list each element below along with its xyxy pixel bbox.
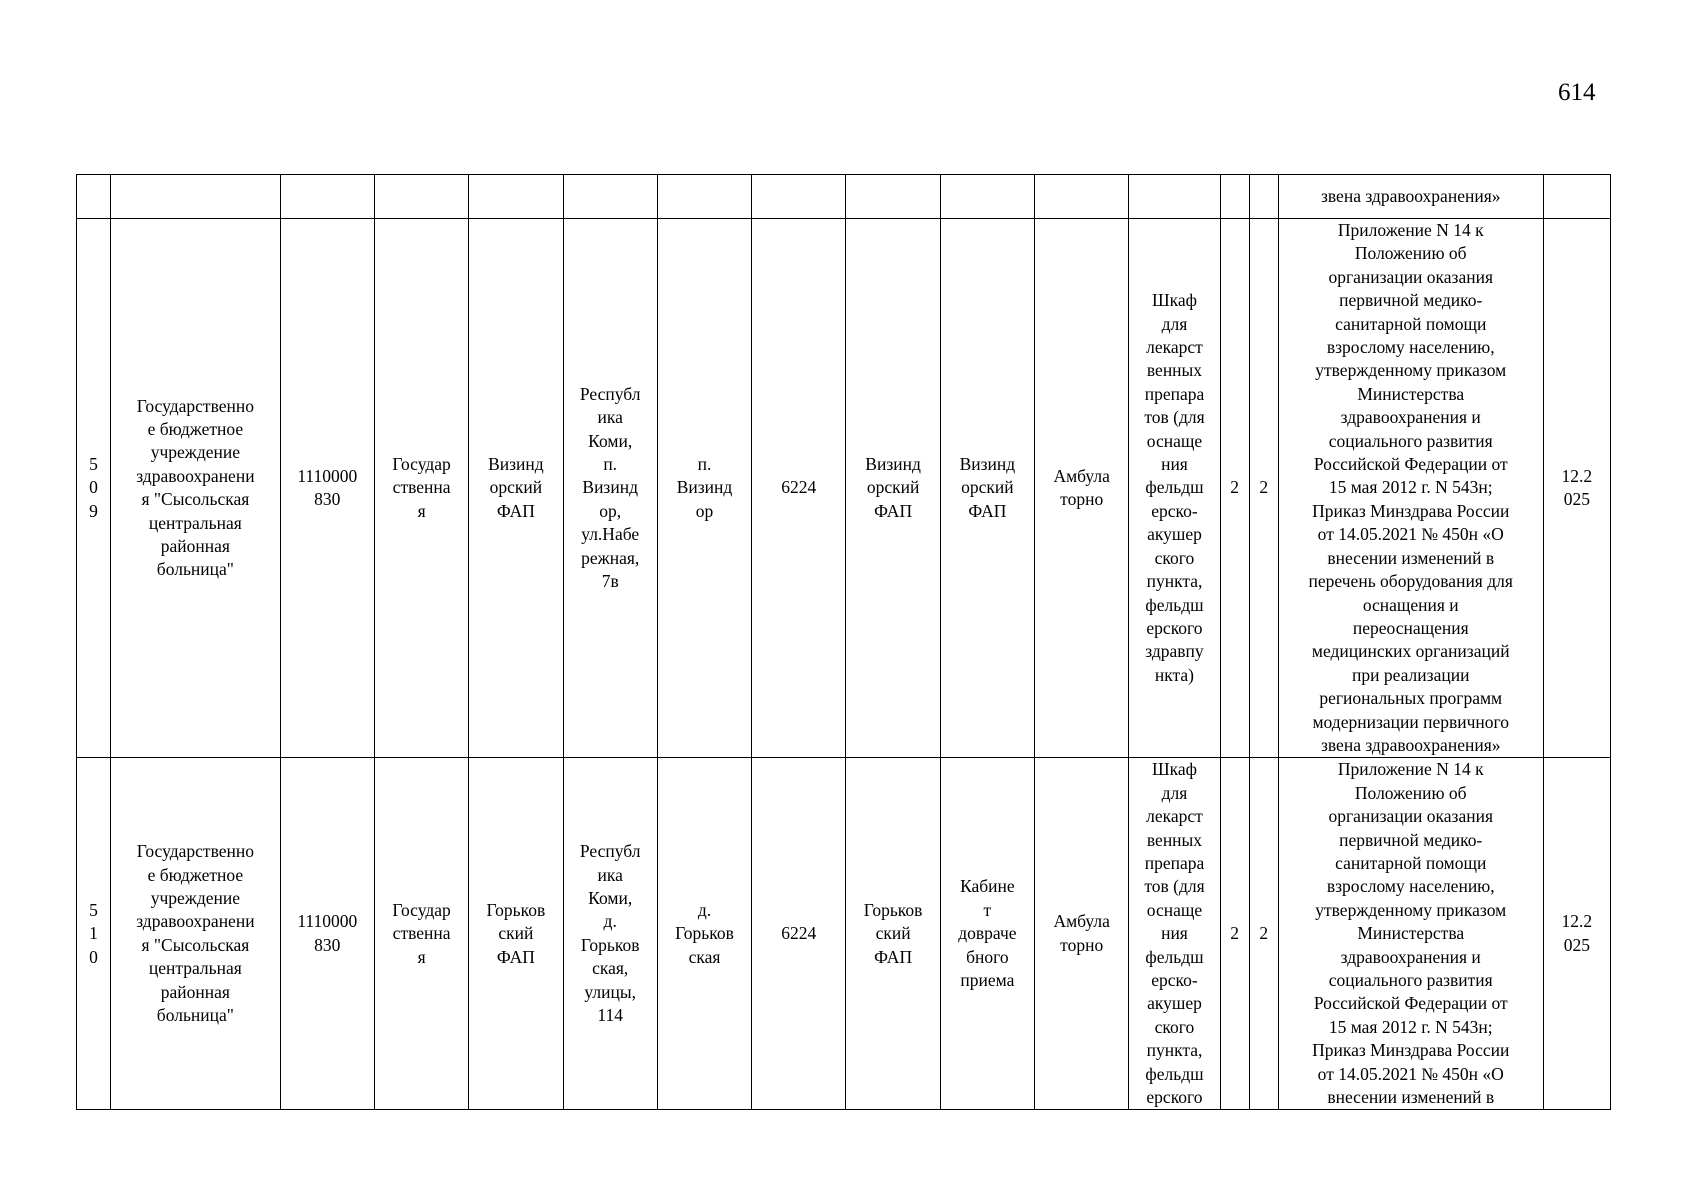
cell-subdivision: Горьков ский ФАП [469,758,563,1110]
cell-ogrn: 1110000 830 [280,758,374,1110]
cell-subdivision [469,175,563,219]
cell-population: 6224 [752,758,846,1110]
cell-quantity-required [1220,175,1249,219]
cell-ogrn: 1110000 830 [280,219,374,758]
cell-equipment: Шкаф для лекарст венных препара тов (для оснаще ния фельдш ерско- акушер ского пункта, фельдш ерского [1129,758,1220,1110]
cell-settlement: д. Горьков ская [657,758,751,1110]
cell-deadline: 12.2 025 [1543,758,1610,1110]
cell-care-condition [1035,175,1129,219]
cell-subdivision: Визинд орский ФАП [469,219,563,758]
cell-facility [846,175,940,219]
cell-ownership: Государ ственна я [374,758,468,1110]
cell-population [752,175,846,219]
cell-facility: Горьков ский ФАП [846,758,940,1110]
cell-organization [111,175,281,219]
cell-ogrn [280,175,374,219]
cell-legal-basis: Приложение N 14 к Положению об организации оказания первичной медико- санитарной помощи взрослому населению, утвержденному приказом Министерства здравоохранения и социального развития Российской Федерации от 15 мая 2012 г. N 543н; Приказ Минздрава России от 14.05.2021 № 450н «О внесении изменений в перечень оборудования для оснащения и переоснащения медицинских организаций при реализации региональных программ модернизации первичного звена здравоохранения» [1278,219,1543,758]
cell-quantity-required: 2 [1220,219,1249,758]
cell-settlement [657,175,751,219]
cell-organization: Государственно е бюджетное учреждение здравоохранени я "Сысольская центральная районная больница" [111,758,281,1110]
cell-population: 6224 [752,219,846,758]
table-row [77,758,1611,1110]
cell-equipment [1129,175,1220,219]
cell-quantity-planned: 2 [1249,758,1278,1110]
cell-address: Республ ика Коми, п. Визинд ор, ул.Набе режная, 7в [563,219,657,758]
cell-ownership: Государ ственна я [374,219,468,758]
cell-legal-basis: звена здравоохранения» [1278,175,1543,219]
page-number: 614 [1558,79,1596,106]
cell-settlement: п. Визинд ор [657,219,751,758]
cell-room: Визинд орский ФАП [940,219,1034,758]
cell-deadline: 12.2 025 [1543,219,1610,758]
equipment-table [76,174,1611,1110]
cell-legal-basis: Приложение N 14 к Положению об организации оказания первичной медико- санитарной помощи взрослому населению, утвержденному приказом Министерства здравоохранения и социального развития Российской Федерации от 15 мая 2012 г. N 543н; Приказ Минздрава России от 14.05.2021 № 450н «О внесении изменений в [1278,758,1543,1110]
cell-row-number: 5 0 9 [77,219,111,758]
cell-organization: Государственно е бюджетное учреждение здравоохранени я "Сысольская центральная районная больница" [111,219,281,758]
cell-address: Республ ика Коми, д. Горьков ская, улицы, 114 [563,758,657,1110]
cell-quantity-planned: 2 [1249,219,1278,758]
cell-ownership [374,175,468,219]
cell-deadline [1543,175,1610,219]
cell-equipment: Шкаф для лекарст венных препара тов (для оснаще ния фельдш ерско- акушер ского пункта, фельдш ерского здравпу нкта) [1129,219,1220,758]
cell-address [563,175,657,219]
cell-care-condition: Амбула торно [1035,219,1129,758]
cell-facility: Визинд орский ФАП [846,219,940,758]
cell-care-condition: Амбула торно [1035,758,1129,1110]
table-row [77,219,1611,758]
cell-quantity-required: 2 [1220,758,1249,1110]
cell-room [940,175,1034,219]
cell-quantity-planned [1249,175,1278,219]
cell-row-number: 5 1 0 [77,758,111,1110]
table-row [77,175,1611,219]
cell-room: Кабине т довраче бного приема [940,758,1034,1110]
cell-row-number [77,175,111,219]
